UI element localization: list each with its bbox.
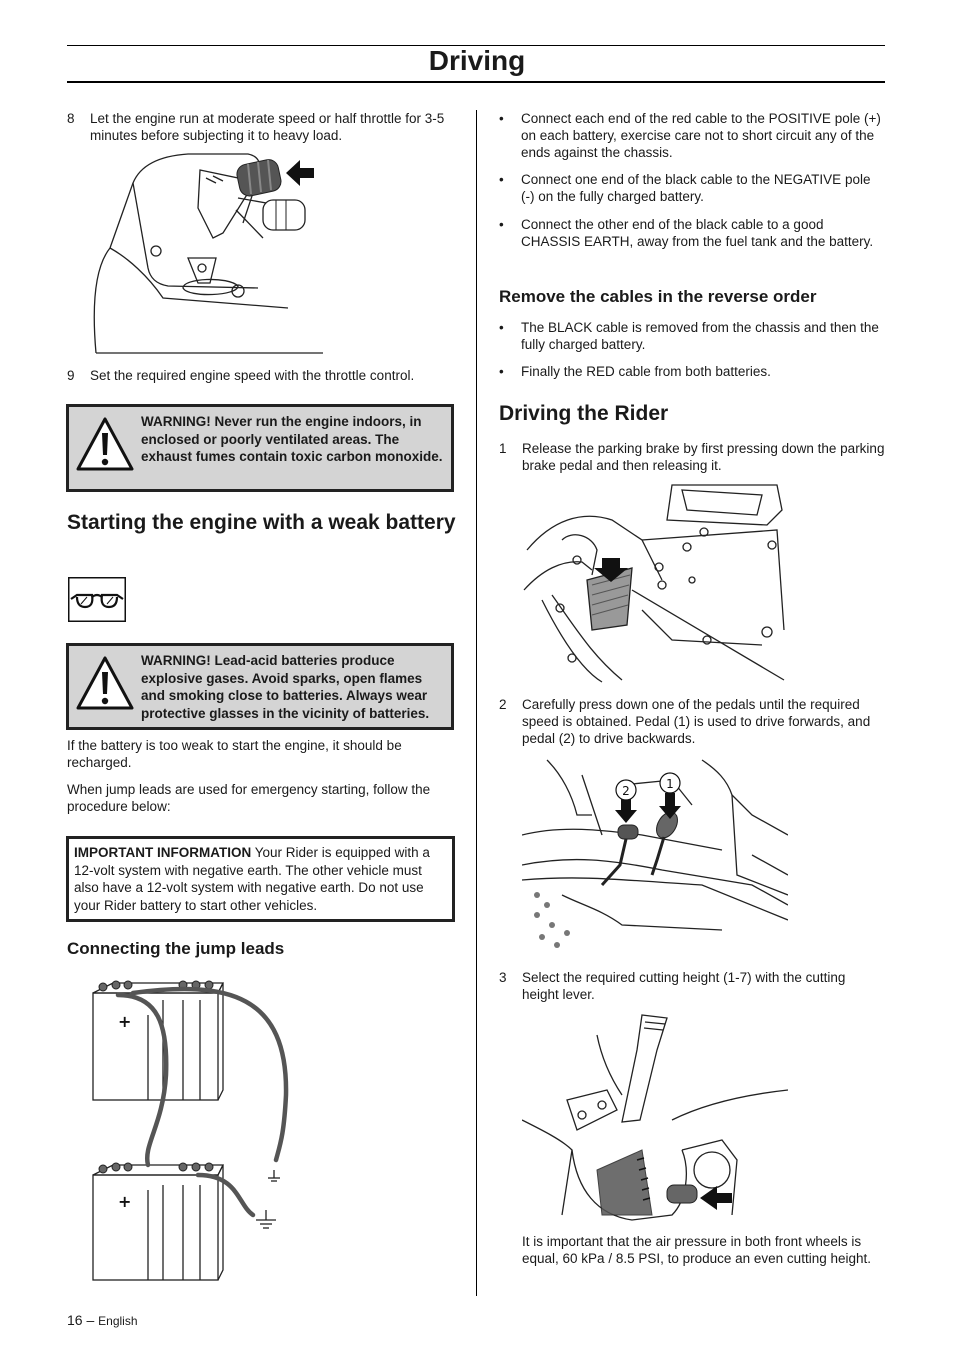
bullet: • [499,111,504,126]
parking-brake-illustration [522,480,788,685]
step-number: 3 [499,970,507,985]
tire-pressure-note: It is important that the air pressure in both front wheels is equal, 60 kPa / 8.5 PSI, to produce an even cutting height. [522,1234,871,1266]
bullet-remove-2 [499,363,885,380]
footer-dash: – [86,1312,95,1328]
paragraph-jump-leads: When jump leads are used for emergency starting, follow the procedure below: [67,782,431,814]
heading-driving-the-rider: Driving the Rider [499,402,669,425]
heading-remove-cables: Remove the cables in the reverse order [499,287,817,306]
arrow-icon [286,160,314,186]
bullet-text: Connect each end of the red cable to the POSITIVE pole (+) on each battery, exercise care not to short circuit any of the ends against the chassis. [521,111,881,160]
step-3 [499,969,885,1003]
warning-box-batteries [66,643,454,730]
footer-language: English [98,1314,138,1328]
bullet-text: Finally the RED cable from both batteries. [521,364,771,379]
bullet: • [499,217,504,232]
protective-glasses-icon [68,577,126,622]
drive-pedals-illustration [522,755,788,957]
jump-leads-illustration [88,975,298,1285]
step-number: 8 [67,111,75,126]
step-9 [67,367,457,384]
svg-text:+: + [118,1012,132,1031]
important-info-box [66,836,455,922]
page-title: Driving [428,45,526,76]
info-label: IMPORTANT INFORMATION [74,845,252,860]
step-text: Set the required engine speed with the throttle control. [90,368,415,383]
column-divider [476,110,477,1296]
paragraph-recharge: If the battery is too weak to start the engine, it should be recharged. [67,738,402,770]
bullet: • [499,364,504,379]
heading-connecting-jump-leads: Connecting the jump leads [67,939,285,958]
step-number: 9 [67,368,75,383]
warning-text: WARNING! Never run the engine indoors, in enclosed or poorly ventilated areas. The exhaust fumes contain toxic carbon monoxide. [141,414,443,464]
step-text: Carefully press down one of the pedals until the required speed is obtained. Pedal (1) is used to drive forwards, and pedal (2) to drive backwards. [522,697,871,746]
step-2 [499,696,885,747]
bullet: • [499,320,504,335]
step-text: Select the required cutting height (1-7) with the cutting height lever. [522,970,846,1002]
throttle-knob-icon [235,158,283,198]
bullet-text: Connect the other end of the black cable to a good CHASSIS EARTH, away from the fuel tank and the battery. [521,217,874,249]
step-1 [499,440,885,474]
cutting-height-illustration [522,1010,788,1222]
callout-1-label: 1 [666,777,674,791]
bullet-text: The BLACK cable is removed from the chassis and then the fully charged battery. [521,320,879,352]
step-text: Release the parking brake by first pressing down the parking brake pedal and then releasing it. [522,441,885,473]
bullet: • [499,172,504,187]
arrow-left-icon [700,1186,732,1210]
pedal-2-icon [602,825,638,885]
height-lever-knob-icon [667,1185,697,1203]
step-number: 1 [499,441,507,456]
arrow-down-icon [615,797,637,823]
step-8 [67,110,457,144]
warning-triangle-icon [75,654,135,712]
heading-weak-battery: Starting the engine with a weak battery [67,511,456,534]
bullet-remove-1 [499,319,885,353]
arrow-down-icon [659,793,681,819]
bullet-connect-3 [499,216,885,250]
header-rule-bottom [67,81,885,83]
warning-triangle-icon [75,415,135,473]
page-footer [67,1311,138,1330]
callout-2-label: 2 [622,784,630,798]
choke-knob-icon [263,200,305,230]
info-text: Your Rider is equipped with a 12-volt system with negative earth. The other vehicle must also have a 12-volt system with negative earth. Do not use your Rider battery to start other vehicles. [74,845,430,913]
bullet-connect-2 [499,171,885,205]
throttle-illustration [88,148,328,358]
bullet-text: Connect one end of the black cable to the NEGATIVE pole (-) on the fully charged battery. [521,172,871,204]
warning-box-exhaust [66,404,454,492]
step-text: Let the engine run at moderate speed or half throttle for 3-5 minutes before subjecting it to heavy load. [90,111,445,143]
svg-text:+: + [118,1192,132,1211]
warning-text: WARNING! Lead-acid batteries produce explosive gases. Avoid sparks, open flames and smoking close to batteries. Always wear protective glasses in the vicinity of batteries. [141,653,430,721]
bullet-connect-1 [499,110,885,161]
page-number: 16 [67,1312,83,1328]
step-number: 2 [499,697,507,712]
